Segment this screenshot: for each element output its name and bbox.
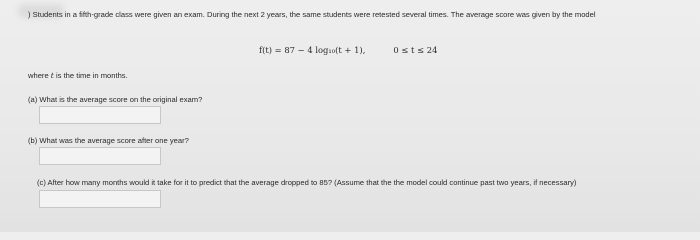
model-formula: [259, 45, 437, 55]
where-prefix: where: [28, 71, 51, 80]
formula-expression: f(t) = 87 − 4 log₁₀(t + 1),: [259, 45, 366, 55]
variable-definition: [28, 71, 128, 80]
problem-intro: ) Students in a fifth-grade class were given an exam. During the next 2 years, the same students were retested several times. The average score was given by the model: [28, 10, 596, 19]
question-b: (b) What was the average score after one year?: [28, 136, 189, 145]
where-variable: t: [50, 71, 54, 80]
where-suffix: is the time in months.: [53, 71, 128, 80]
question-c: (c) After how many months would it take for it to predict that the average dropped to 85? (Assume that the the model could continue past two years, if necessary): [37, 178, 577, 187]
formula-domain: 0 ≤ t ≤ 24: [393, 45, 438, 55]
answer-c-input[interactable]: [39, 190, 161, 208]
answer-b-input[interactable]: [39, 147, 161, 165]
question-a: (a) What is the average score on the original exam?: [28, 95, 203, 104]
answer-a-input[interactable]: [39, 106, 161, 124]
